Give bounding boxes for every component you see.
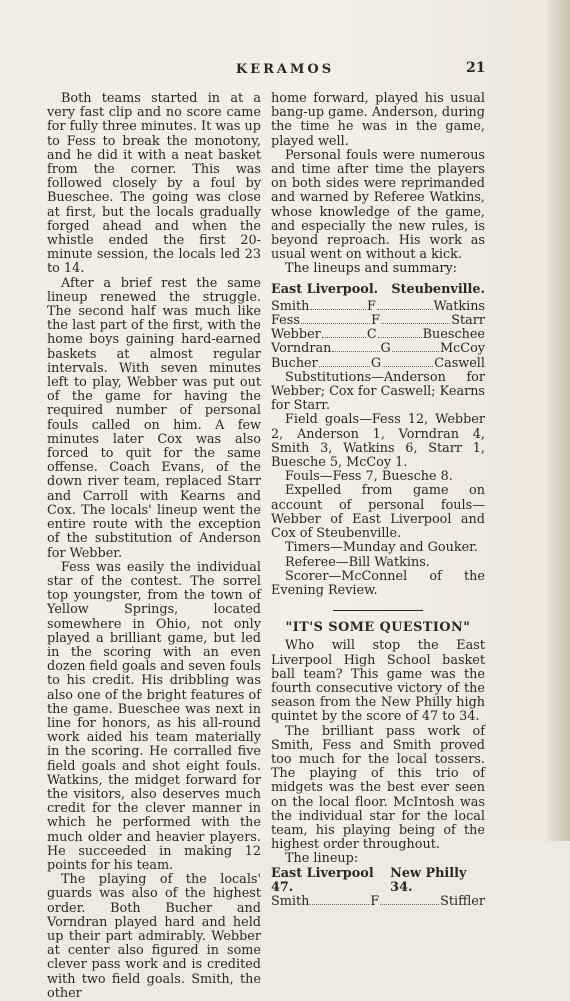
- summary-line: Timers—Munday and Gouker.: [285, 540, 478, 556]
- lineup-row: [271, 357, 485, 371]
- paragraph: The brilliant pass work of Smith, Fess and Smith proved too much for the local tossers. The playing of this trio of midgets was the best ever seen on the local floor. McIntosh was the individual star for the local team, his playing being of the highest order throughout.: [271, 723, 485, 853]
- player-name: Smith: [271, 298, 310, 314]
- opponent-name: Bueschee: [422, 327, 485, 343]
- left-column: [47, 92, 261, 1001]
- player-name: Smith: [271, 893, 310, 909]
- paragraph: The playing of the locals' guards was also of the highest order. Both Bucher and Vorndran played hard and held up their part admirably. Webber at center also figured in some clever pass work and is credited with two field goals. Smith, the other: [47, 872, 261, 1001]
- paragraph: Both teams started in at a very fast clip and no score came for fully three minutes. It was up to Fess to break the monotony, and he did it with a neat basket from the corner. This was followed closely by a foul by Bueschee. The going was close at first, but the locals gradually forged ahead and when the whistle ended the first 20-minute session, the locals led 23 to 14.: [47, 91, 261, 277]
- leader-dots: [301, 323, 370, 324]
- lineup-row: [271, 314, 485, 328]
- paragraph: home forward, played his usual bang-up game. Anderson, during the time he was in the game, played well.: [271, 91, 485, 149]
- running-header-title: KERAMOS: [235, 62, 335, 77]
- paragraph: Fess was easily the individual star of the contest. The sorrel top youngster, from the town of Yellow Springs, located somewhere in Ohio, not only played a brilliant game, but led in the scoring with an even dozen field goals and seven fouls to his credit. His dribbling was also one of the bright features of the game. Bueschee was next in line for honors, as his all-round work aided his team materially in the scoring. He corralled five field goals and shot eight fouls. Watkins, the midget forward for the visitors, also deserves much credit for the clever manner in which he performed with the much older and heavier players. He succeeded in making 12 points for his team.: [47, 559, 261, 873]
- right-column: [271, 92, 485, 909]
- summary-line: Referee—Bill Watkins.: [285, 554, 430, 570]
- lineup-header: [271, 867, 485, 895]
- lineup-header: [271, 283, 485, 297]
- leader-dots: [310, 904, 369, 905]
- player-position: F: [367, 298, 376, 314]
- opponent-name: McCoy: [440, 341, 486, 357]
- lineup-team-away: New Philly 34.: [390, 865, 467, 895]
- player-position: G: [380, 341, 391, 357]
- opponent-name: Starr: [451, 313, 485, 329]
- leader-dots: [380, 904, 439, 905]
- summary-line: Substitutions—Anderson for Webber; Cox for Caswell; Kearns for Starr.: [271, 369, 485, 414]
- page-binding-edge: [548, 0, 570, 841]
- lineup-row: [271, 328, 485, 342]
- leader-dots: [310, 309, 366, 310]
- summary-line: Field goals—Fess 12, Webber 2, Anderson 1, Vorndran 4, Smith 3, Watkins 6, Starr 1, Buesche 5, McCoy 1.: [271, 412, 485, 471]
- page-number: 21: [466, 60, 486, 76]
- opponent-name: Stiffler: [440, 893, 486, 909]
- section-divider: [333, 610, 423, 611]
- player-position: G: [370, 355, 382, 371]
- summary-line: Fouls—Fess 7, Buesche 8.: [285, 469, 453, 485]
- leader-dots: [382, 366, 433, 367]
- lineup-row: [271, 300, 485, 314]
- leader-dots: [377, 309, 433, 310]
- player-position: C: [366, 327, 377, 343]
- leader-dots: [332, 351, 379, 352]
- opponent-name: Caswell: [434, 355, 485, 371]
- player-name: Fess: [271, 313, 300, 329]
- leader-dots: [378, 337, 422, 338]
- section-heading: "IT'S SOME QUESTION": [285, 620, 471, 636]
- player-name: Bucher: [271, 355, 318, 371]
- summary-line: Expelled from game on account of personal fouls—Webber of East Liverpool and Cox of Steubenville.: [271, 483, 485, 542]
- lineup-row: [271, 342, 485, 356]
- player-position: F: [371, 313, 380, 329]
- paragraph: The lineup:: [285, 851, 359, 867]
- summary-line: Scorer—McConnel of the Evening Review.: [271, 568, 485, 598]
- lineup-team-home: East Liverpool.: [271, 281, 379, 297]
- lineup-table: [271, 300, 485, 371]
- paragraph: The lineups and summary:: [285, 261, 457, 277]
- paragraph: Personal fouls were numerous and time after time the players on both sides were reprimanded and warned by Referee Watkins, whose knowledge of the game, and especially the new rules, is beyond reproach. His work as usual went on without a kick.: [271, 147, 485, 263]
- paragraph: Who will stop the East Liverpool High School basket ball team? This game was the fourth consecutive victory of the season from the New Philly high quintet by the score of 47 to 34.: [271, 638, 485, 725]
- player-name: Vorndran: [271, 341, 332, 357]
- lineup-row: [271, 895, 485, 909]
- lineup-team-away: Steubenville.: [391, 281, 485, 297]
- leader-dots: [392, 351, 439, 352]
- player-position: F: [370, 893, 380, 909]
- paragraph: After a brief rest the same lineup renewed the struggle. The second half was much like the last part of the first, with the home boys gaining hard-earned baskets at almost regular intervals. With seven minutes left to play, Webber was put out of the game for having the required number of personal fouls called on him. A few minutes later Cox was also forced to quit for the same offense. Coach Evans, of the down river team, replaced Starr and Carroll with Kearns and Cox. The locals' lineup went the entire route with the exception of the substitution of Anderson for Webber.: [47, 275, 261, 561]
- player-name: Webber: [271, 327, 321, 343]
- opponent-name: Watkins: [433, 298, 485, 314]
- leader-dots: [319, 366, 370, 367]
- lineup-team-home: East Liverpool 47.: [271, 865, 374, 895]
- leader-dots: [322, 337, 366, 338]
- leader-dots: [381, 323, 450, 324]
